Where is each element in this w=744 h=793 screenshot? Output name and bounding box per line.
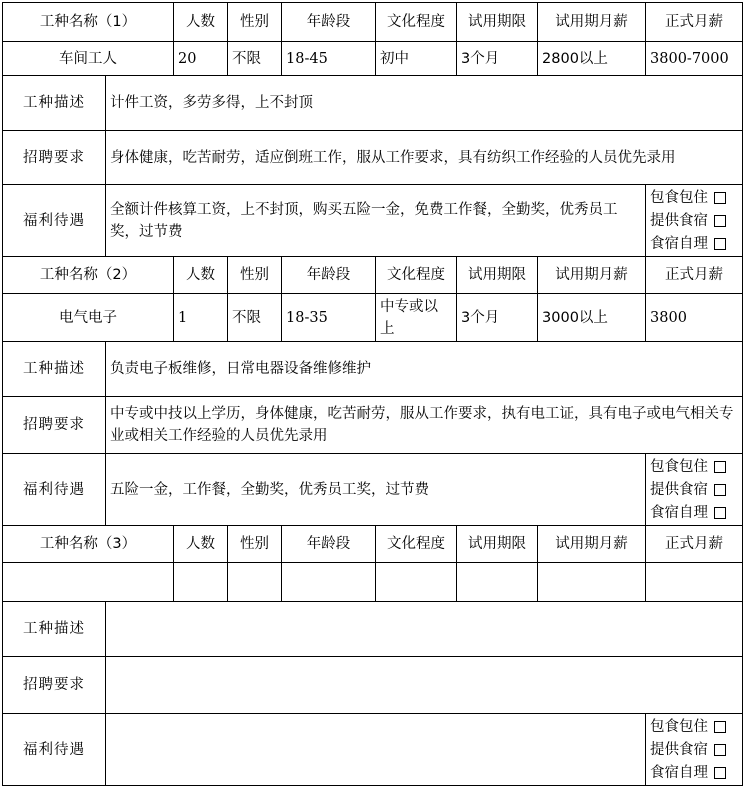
job-2-benefit-options: [646, 454, 743, 526]
job-1-people: 20: [174, 42, 228, 76]
benefit-option-self-arranged[interactable]: [650, 232, 738, 255]
people-header: 人数: [174, 3, 228, 42]
job-3-description[interactable]: [106, 602, 743, 657]
job-2-name: 电气电子: [3, 294, 174, 342]
job-2-description-label: 工种描述: [3, 342, 106, 397]
job-1-probation: 3个月: [457, 42, 538, 76]
education-header: 文化程度: [376, 526, 457, 563]
job-1-probation-salary: 2800以上: [538, 42, 646, 76]
job-1-description-row: [3, 76, 743, 131]
checkbox-icon[interactable]: [714, 238, 726, 250]
job-3-header-row: [3, 526, 743, 563]
probation-header: 试用期限: [457, 3, 538, 42]
probation-salary-header: 试用期月薪: [538, 526, 646, 563]
job-3-values-row: [3, 563, 743, 602]
gender-header: 性别: [228, 526, 282, 563]
probation-salary-header: 试用期月薪: [538, 3, 646, 42]
age-header: 年龄段: [282, 257, 376, 294]
job-3-requirements-row: [3, 657, 743, 714]
job-1-gender: 不限: [228, 42, 282, 76]
checkbox-icon[interactable]: [714, 721, 726, 733]
job-3-description-row: [3, 602, 743, 657]
benefit-option-label: 包食包住: [650, 189, 709, 206]
gender-header: 性别: [228, 257, 282, 294]
checkbox-icon[interactable]: [714, 215, 726, 227]
education-header: 文化程度: [376, 257, 457, 294]
probation-header: 试用期限: [457, 257, 538, 294]
age-header: 年龄段: [282, 526, 376, 563]
job-1-age: 18-45: [282, 42, 376, 76]
job-1-benefits-label: 福利待遇: [3, 185, 106, 257]
job-3-formal-salary[interactable]: [646, 563, 743, 602]
benefit-option-label: 提供食宿: [650, 481, 709, 498]
job-3-benefit-options: [646, 714, 743, 786]
age-header: 年龄段: [282, 3, 376, 42]
job-3-age[interactable]: [282, 563, 376, 602]
job-3-name[interactable]: [3, 563, 174, 602]
job-1-name: 车间工人: [3, 42, 174, 76]
job-1-formal-salary: 3800-7000: [646, 42, 743, 76]
job-1-benefits: 全额计件核算工资，上不封顶，购买五险一金，免费工作餐，全勤奖，优秀员工奖，过节费: [106, 185, 646, 257]
job-2-benefits-label: 福利待遇: [3, 454, 106, 526]
job-1-education: 初中: [376, 42, 457, 76]
benefit-option-label: 包食包住: [650, 458, 709, 475]
job-2-benefits-row: [3, 454, 743, 526]
checkbox-icon[interactable]: [714, 461, 726, 473]
job-3-description-label: 工种描述: [3, 602, 106, 657]
benefit-option-provided[interactable]: [650, 738, 738, 761]
benefit-option-board-lodging[interactable]: [650, 455, 738, 478]
job-1-requirements: 身体健康，吃苦耐劳，适应倒班工作，服从工作要求，具有纺织工作经验的人员优先录用: [106, 131, 743, 185]
benefit-option-label: 提供食宿: [650, 212, 709, 229]
benefit-option-board-lodging[interactable]: [650, 186, 738, 209]
job-2-values-row: [3, 294, 743, 342]
people-header: 人数: [174, 257, 228, 294]
job-2-probation: 3个月: [457, 294, 538, 342]
job-1-description-label: 工种描述: [3, 76, 106, 131]
benefit-option-self-arranged[interactable]: [650, 761, 738, 784]
job-1-description: 计件工资，多劳多得，上不封顶: [106, 76, 743, 131]
job-3-benefits-row: [3, 714, 743, 786]
benefit-option-label: 食宿自理: [650, 764, 709, 781]
job-2-people: 1: [174, 294, 228, 342]
education-header: 文化程度: [376, 3, 457, 42]
job-2-requirements-label: 招聘要求: [3, 397, 106, 454]
formal-salary-header: 正式月薪: [646, 257, 743, 294]
checkbox-icon[interactable]: [714, 744, 726, 756]
job-3-education[interactable]: [376, 563, 457, 602]
job-3-requirements-label: 招聘要求: [3, 657, 106, 714]
job-3-people[interactable]: [174, 563, 228, 602]
job-1-values-row: [3, 42, 743, 76]
benefit-option-label: 食宿自理: [650, 504, 709, 521]
job-2-description-row: [3, 342, 743, 397]
benefit-option-self-arranged[interactable]: [650, 501, 738, 524]
formal-salary-header: 正式月薪: [646, 3, 743, 42]
benefit-option-board-lodging[interactable]: [650, 715, 738, 738]
job-3-probation[interactable]: [457, 563, 538, 602]
job-2-header-row: [3, 257, 743, 294]
checkbox-icon[interactable]: [714, 484, 726, 496]
job-2-requirements-row: [3, 397, 743, 454]
job-3-benefits-label: 福利待遇: [3, 714, 106, 786]
job-3-title-header: 工种名称（3）: [3, 526, 174, 563]
checkbox-icon[interactable]: [714, 507, 726, 519]
benefit-option-label: 食宿自理: [650, 235, 709, 252]
people-header: 人数: [174, 526, 228, 563]
job-2-gender: 不限: [228, 294, 282, 342]
probation-header: 试用期限: [457, 526, 538, 563]
job-1-header-row: [3, 3, 743, 42]
job-3-benefits[interactable]: [106, 714, 646, 786]
job-3-gender[interactable]: [228, 563, 282, 602]
job-2-education: 中专或以上: [376, 294, 457, 342]
benefit-option-provided[interactable]: [650, 478, 738, 501]
gender-header: 性别: [228, 3, 282, 42]
job-2-probation-salary: 3000以上: [538, 294, 646, 342]
benefit-option-provided[interactable]: [650, 209, 738, 232]
job-1-requirements-row: [3, 131, 743, 185]
job-2-age: 18-35: [282, 294, 376, 342]
job-3-probation-salary[interactable]: [538, 563, 646, 602]
job-1-benefits-row: [3, 185, 743, 257]
formal-salary-header: 正式月薪: [646, 526, 743, 563]
job-1-title-header: 工种名称（1）: [3, 3, 174, 42]
job-2-formal-salary: 3800: [646, 294, 743, 342]
probation-salary-header: 试用期月薪: [538, 257, 646, 294]
job-2-title-header: 工种名称（2）: [3, 257, 174, 294]
job-3-requirements[interactable]: [106, 657, 743, 714]
benefit-option-label: 包食包住: [650, 718, 709, 735]
job-1-requirements-label: 招聘要求: [3, 131, 106, 185]
job-2-requirements: 中专或中技以上学历，身体健康，吃苦耐劳，服从工作要求，执有电工证，具有电子或电气相关专业或相关工作经验的人员优先录用: [106, 397, 743, 454]
benefit-option-label: 提供食宿: [650, 741, 709, 758]
job-1-benefit-options: [646, 185, 743, 257]
checkbox-icon[interactable]: [714, 192, 726, 204]
job-table: [2, 2, 743, 786]
job-2-description: 负责电子板维修，日常电器设备维修维护: [106, 342, 743, 397]
job-2-benefits: 五险一金，工作餐，全勤奖，优秀员工奖，过节费: [106, 454, 646, 526]
checkbox-icon[interactable]: [714, 767, 726, 779]
